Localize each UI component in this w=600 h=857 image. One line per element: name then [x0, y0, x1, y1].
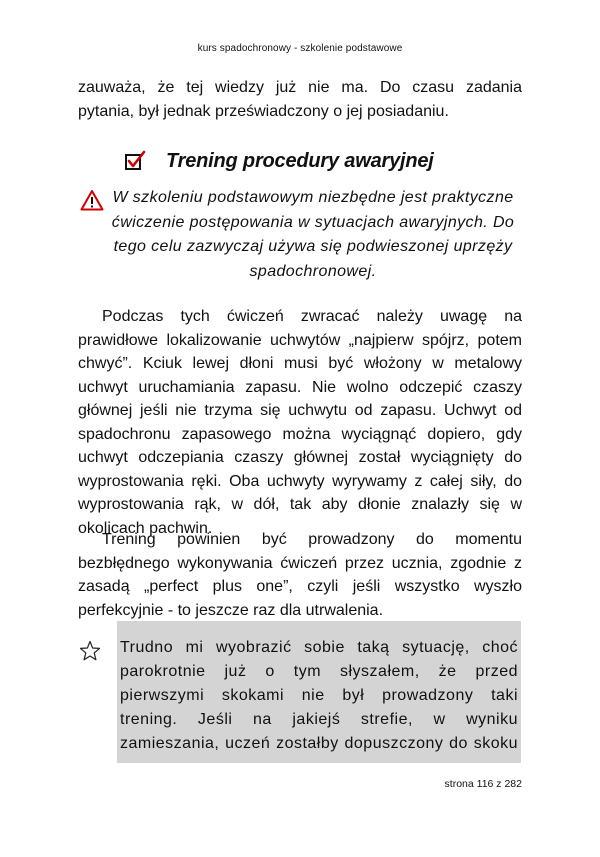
note-line: zamieszania, uczeń zostałby dopuszczony do skoku [120, 735, 518, 752]
body-line: uchwyt uruchamiania zapasu. Nie wolno odczepić czaszy [78, 378, 522, 396]
body-line: chwyć”. Kciuk lewej dłoni musi być włożony w metalowy [78, 355, 522, 372]
body-line: bezbłędnego wykonywania ćwiczeń przez ucznia, zgodnie z [78, 554, 522, 572]
body-paragraph-2 [78, 528, 522, 622]
body-line: okolicach pachwin. [78, 519, 213, 537]
body-line: głównej jeśli nie trzyma się uchwytu od zapasu. Uchwyt od [78, 402, 522, 419]
body-line: wyprostowania ręki. Oba uchwyty wyrywamy z całej siły, do [78, 472, 522, 490]
warning-line: spadochronowej. [249, 262, 377, 280]
warning-line: ćwiczenie postępowania w sytuacjach awaryjnych. Do [111, 213, 515, 231]
note-line: Trudno mi wyobrazić sobie taką sytuację, choć [120, 639, 518, 656]
body-line: perfekcyjnie - to jeszcze raz dla utrwalenia. [78, 601, 384, 619]
body-line: zasadą „perfect plus one”, czyli jeśli wszystko wyszło [78, 578, 522, 595]
note-line: trening. Jeśli na jakiejś strefie, w wyniku [120, 711, 518, 728]
star-outline-icon [79, 640, 101, 662]
section-title: Trening procedury awaryjnej [166, 149, 434, 172]
author-note-box [117, 621, 521, 763]
warning-line: tego celu zazwyczaj używa się podwieszonej uprzęży [113, 238, 513, 255]
note-line: parokrotnie już o tym słyszałem, że przed [120, 663, 518, 680]
body-line: wyprostowania rąk, w dół, tak aby dłonie znalazły się w [78, 496, 522, 513]
note-line: pierwszymi skokami nie był prowadzony taki [120, 687, 518, 704]
running-header: kurs spadochronowy - szkolenie podstawowe [197, 43, 403, 54]
body-paragraph-1 [78, 305, 522, 540]
body-line: spadochronu zapasowego można wyciągnąć dopiero, gdy [78, 425, 522, 443]
warning-box [100, 186, 526, 284]
intro-line: pytania, był jednak przeświadczony o jej posiadaniu. [78, 102, 449, 120]
section-heading [124, 146, 434, 176]
body-line: prawidłowe lokalizowanie uchwytów „najpierw spójrz, potem [78, 331, 522, 349]
checkbox-checked-icon [124, 150, 146, 172]
intro-paragraph [78, 76, 522, 123]
body-line: uchwyt odczepiania czaszy głównej został wyciągnięty do [78, 449, 522, 466]
intro-line: zauważa, że tej wiedzy już nie ma. Do czasu zadania [78, 79, 522, 96]
body-line: Podczas tych ćwiczeń zwracać należy uwagę na [102, 308, 522, 325]
warning-line: W szkoleniu podstawowym niezbędne jest praktyczne [112, 189, 514, 206]
body-line: Trening powinien być prowadzony do momentu [102, 531, 522, 548]
page-number: strona 116 z 282 [444, 778, 522, 790]
